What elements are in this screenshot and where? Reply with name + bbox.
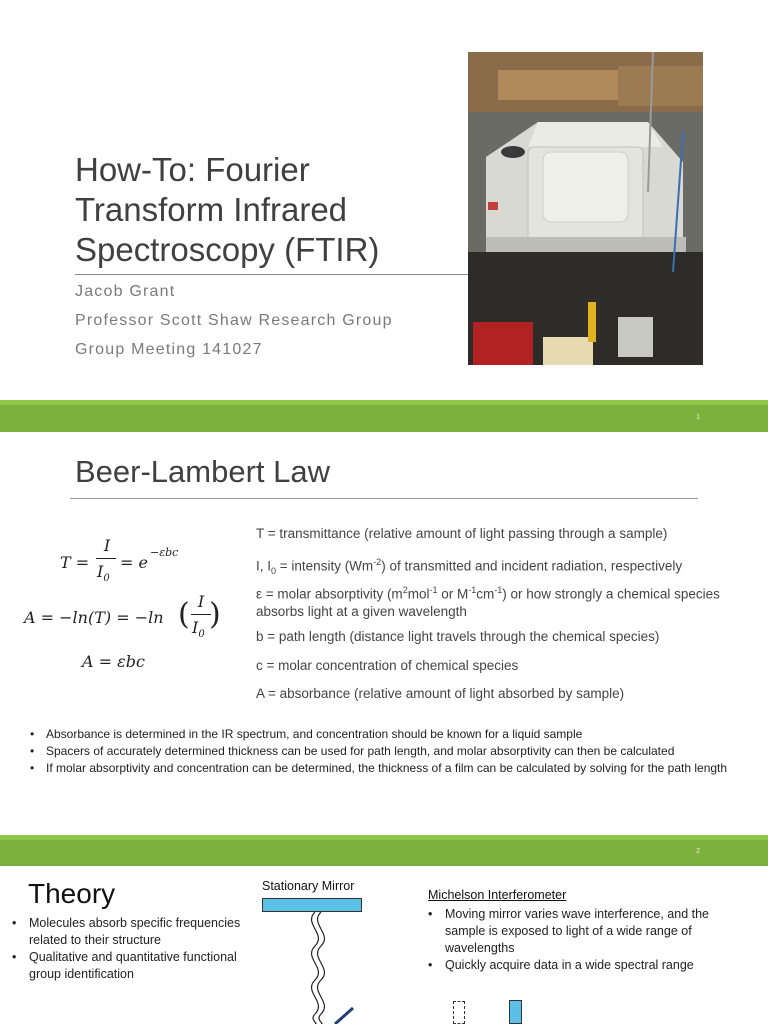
slide-divider-band xyxy=(0,835,768,866)
interferometer-heading: Michelson Interferometer xyxy=(428,888,567,902)
fraction-bar xyxy=(96,558,116,559)
beer-lambert-slide xyxy=(0,432,768,835)
equation-fraction-denominator-2: $I_0$ xyxy=(192,618,205,641)
slide-title: Theory xyxy=(28,878,116,909)
definition-molar-absorptivity: ε = molar absorptivity ($m^2mol^{-1}$ or $M^{-1}cm^{-1}$) or how strongly a chemical species absorbs light at a given wavelength xyxy=(256,585,720,619)
equation-fraction-numerator: I xyxy=(103,536,111,555)
title-slide xyxy=(0,0,768,400)
equation-fraction-denominator: $I_0$ xyxy=(97,562,110,585)
light-wave-diagram xyxy=(295,912,365,1024)
equation-a-lhs: A = −ln(T) = −ln xyxy=(24,608,164,627)
slide-number: 1 xyxy=(696,414,700,421)
equation-fraction-numerator-2: I xyxy=(197,592,205,611)
interferometer-bullet-list xyxy=(428,906,748,974)
equation-a-final: A = εbc xyxy=(82,652,145,671)
stationary-mirror xyxy=(262,898,362,912)
definition-path-length: b = path length (distance light travels through the chemical species) xyxy=(256,629,660,644)
ftir-spectrometer-photo xyxy=(468,52,703,365)
summary-bullet-list xyxy=(30,726,750,777)
paren-close: ) xyxy=(209,597,221,632)
list-item: • Absorbance is determined in the IR spectrum, and concentration should be known for a liquid sample xyxy=(30,726,750,743)
equation-t-lhs: T = xyxy=(60,553,90,572)
moving-mirror xyxy=(509,1000,522,1024)
list-item: • Spacers of accurately determined thickness can be used for path length, and molar absorptivity can then be calculated xyxy=(30,743,750,760)
title-line-2: Transform Infrared xyxy=(75,191,348,228)
definition-concentration: c = molar concentration of chemical species xyxy=(256,658,519,673)
definition-absorbance: A = absorbance (relative amount of light absorbed by sample) xyxy=(256,686,625,701)
title-divider xyxy=(70,498,698,499)
theory-slide xyxy=(0,866,768,1024)
slide-number: 2 xyxy=(696,848,700,855)
stationary-mirror-label: Stationary Mirror xyxy=(262,879,355,893)
slide-divider-band xyxy=(0,400,768,432)
list-item: • Moving mirror varies wave interference, and the sample is exposed to light of a wide range of wavelengths xyxy=(428,906,748,957)
title-divider xyxy=(75,274,468,275)
title-line-1: How-To: Fourier xyxy=(75,151,310,188)
title-line-3: Spectroscopy (FTIR) xyxy=(75,231,380,268)
ftir-photo-illustration xyxy=(468,52,703,365)
paren-open: ( xyxy=(178,597,190,632)
slide-title xyxy=(75,150,465,270)
moving-mirror-ghost xyxy=(453,1001,465,1024)
research-group: Professor Scott Shaw Research Group xyxy=(75,312,393,329)
list-item: • If molar absorptivity and concentration can be determined, the thickness of a film can be calculated by solving for the path length xyxy=(30,760,750,777)
definition-transmittance: T = transmittance (relative amount of light passing through a sample) xyxy=(256,526,668,541)
list-item: • Qualitative and quantitative functional group identification xyxy=(12,949,262,983)
definition-intensity: I, $I_0$ = intensity $(Wm^{-2})$ of transmitted and incident radiation, respectively xyxy=(256,557,683,577)
author-name: Jacob Grant xyxy=(75,283,176,300)
theory-bullet-list xyxy=(12,915,262,983)
list-item: • Quickly acquire data in a wide spectral range xyxy=(428,957,748,974)
equation-t-mid: = e xyxy=(120,553,148,572)
meeting-date: Group Meeting 141027 xyxy=(75,341,263,358)
list-item: • Molecules absorb specific frequencies related to their structure xyxy=(12,915,262,949)
equation-exponent: −εbc xyxy=(150,546,179,559)
fraction-bar-2 xyxy=(191,614,211,615)
slide-title: Beer-Lambert Law xyxy=(75,454,331,489)
